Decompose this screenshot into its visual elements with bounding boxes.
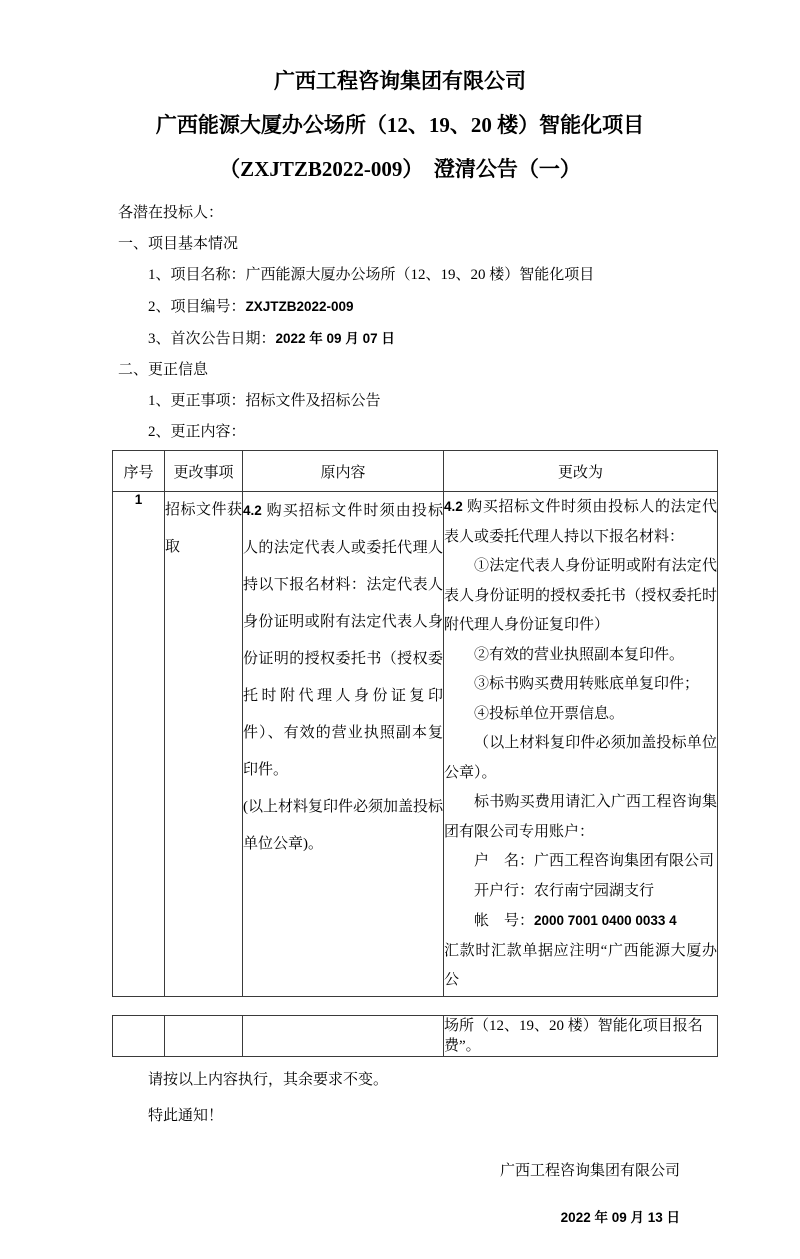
closing-notice: 特此通知！ <box>148 1107 224 1124</box>
project-number-label: 2、项目编号： <box>148 299 246 315</box>
changed-paragraph: ④投标单位开票信息。 <box>474 705 625 722</box>
changed-paragraph: ①法定代表人身份证明或附有法定代表人身份证明的授权委托书（授权委托时附代理人身份证复印件） <box>444 558 717 633</box>
original-paragraph: 4.2 购买招标文件时须由投标人的法定代表人或委托代理人持以下报名材料：法定代表人身份证明或附有法定代表人身份证明的授权委托书（授权委托时附代理人身份证复印件）、有效的营业执照副本复印件。 <box>243 503 443 778</box>
correction-item-line: 1、更正事项：招标文件及招标公告 <box>148 393 381 409</box>
header-changed-to: 更改为 <box>444 451 718 492</box>
changed-paragraph: （以上材料复印件必须加盖投标单位公章）。 <box>444 735 717 781</box>
correction-content-line: 2、更正内容： <box>148 424 246 440</box>
cell-change-item: 招标文件获取 <box>165 492 243 997</box>
header-change-item: 更改事项 <box>165 451 243 492</box>
continuation-row <box>113 1015 718 1056</box>
cell-empty <box>113 1015 165 1056</box>
correction-table <box>112 450 718 997</box>
closing-instruction: 请按以上内容执行，其余要求不变。 <box>148 1071 389 1088</box>
changed-paragraph: 汇款时汇款单据应注明“广西能源大厦办公 <box>444 942 717 988</box>
company-title: 广西工程咨询集团有限公司 <box>274 69 526 93</box>
project-number-value: ZXJTZB2022-009 <box>245 299 354 314</box>
cell-changed-to <box>444 492 718 997</box>
first-announcement-date-line <box>0 323 800 355</box>
account-name-line: 户 名：广西工程咨询集团有限公司 <box>474 853 715 869</box>
changed-paragraph: 标书购买费用请汇入广西工程咨询集团有限公司专用账户： <box>444 794 717 840</box>
cell-changed-to-continued: 场所（12、19、20 楼）智能化项目报名费”。 <box>444 1015 718 1056</box>
salutation: 各潜在投标人： <box>118 205 224 221</box>
header-serial-number: 序号 <box>113 451 165 492</box>
cell-empty <box>243 1015 444 1056</box>
bank-branch-line: 开户行：农行南宁园湖支行 <box>474 882 655 899</box>
section-1-heading: 一、项目基本情况 <box>118 236 239 252</box>
table-header-row <box>113 451 718 492</box>
changed-paragraph: 4.2 购买招标文件时须由投标人的法定代表人或委托代理人持以下报名材料： <box>444 499 717 545</box>
signature-company: 广西工程咨询集团有限公司 <box>499 1162 680 1179</box>
first-announcement-date-label: 3、首次公告日期： <box>148 331 276 347</box>
first-announcement-date-value: 2022 年 09 月 07 日 <box>275 331 395 346</box>
cell-original-content <box>243 492 444 997</box>
announcement-title: （ZXJTZB2022-009） 澄清公告（一） <box>219 157 581 181</box>
changed-paragraph: ③标书购买费用转账底单复印件； <box>474 676 700 692</box>
account-number-line: 帐 号：2000 7001 0400 0033 4 <box>474 913 677 929</box>
changed-paragraph: ②有效的营业执照副本复印件。 <box>474 646 685 663</box>
signature-date: 2022 年 09 月 13 日 <box>560 1209 680 1225</box>
header-original-content: 原内容 <box>243 451 444 492</box>
cell-empty <box>165 1015 243 1056</box>
correction-table-continuation <box>112 1015 718 1057</box>
project-number-line <box>0 291 800 323</box>
project-name-line: 1、项目名称：广西能源大厦办公场所（12、19、20 楼）智能化项目 <box>148 267 595 283</box>
project-title: 广西能源大厦办公场所（12、19、20 楼）智能化项目 <box>155 113 645 137</box>
cell-serial-number: 1 <box>113 492 165 997</box>
section-2-heading: 二、更正信息 <box>118 362 209 378</box>
original-paragraph: (以上材料复印件必须加盖投标单位公章)。 <box>243 799 443 852</box>
table-row <box>113 492 718 997</box>
